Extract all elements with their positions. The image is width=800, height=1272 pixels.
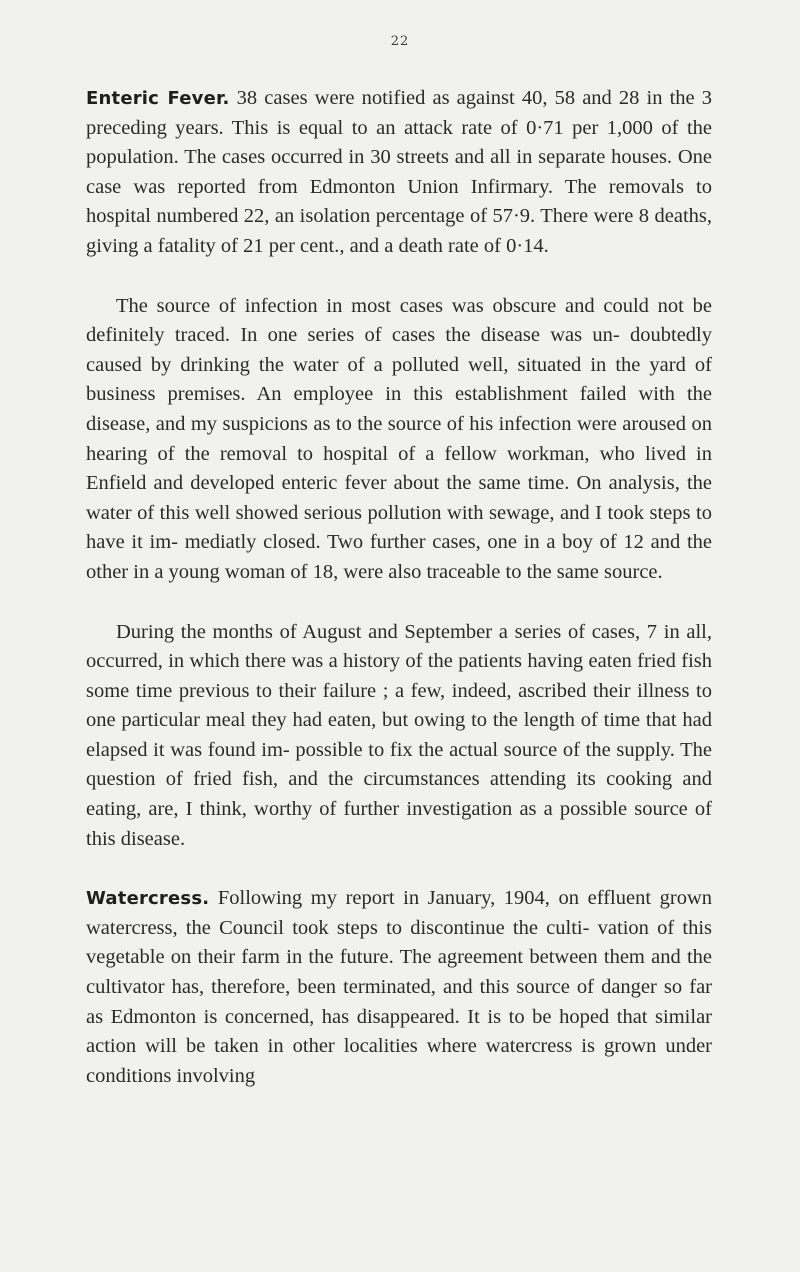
paragraph-watercress xyxy=(86,884,712,1091)
page-number: 22 xyxy=(390,34,410,49)
paragraph-enteric-fever xyxy=(86,84,712,262)
paragraph-text: Following my report in January, 1904, on effluent grown watercress, the Council took steps to discontinue the culti- vation of this vegetable on their farm in the future. The agreement between them and the cultivator has, therefore, been terminated, and this source of danger so far as Edmonton is concerned, has disappeared. It is to be hoped that similar action will be taken in other localities where watercress is grown under conditions involving xyxy=(86,887,712,1087)
report-body xyxy=(86,84,712,1091)
paragraph-text: During the months of August and September a series of cases, 7 in all, occurred, in which there was a history of the patients having eaten fried fish some time previous to their failure ; a few, indeed, ascribed their illness to one particular meal they had eaten, but owing to the length of time that had elapsed it was found im- possible to fix the actual source of the supply. The question of fried fish, and the circumstances attending its cooking and eating, are, I think, worthy of further investigation as a possible source of this disease. xyxy=(86,620,712,850)
section-heading-watercress: Watercress. xyxy=(86,888,210,910)
paragraph-text: The source of infection in most cases was obscure and could not be definitely traced. In one series of cases the disease was un- doubtedly caused by drinking the water of a polluted well, situated in the yard of business premises. An employee in this establishment failed with the disease, and my suspicions as to the source of his infection were aroused on hearing of the removal to hospital of a fellow workman, who lived in Enfield and developed enteric fever about the same time. On analysis, the water of this well showed serious pollution with sewage, and I took steps to have it im- mediatly closed. Two further cases, one in a boy of 12 and the other in a young woman of 18, were also traceable to the same source. xyxy=(86,294,712,583)
section-heading-enteric-fever: Enteric Fever. xyxy=(86,88,230,109)
paragraph-source-of-infection xyxy=(86,292,712,588)
paragraph-text: 38 cases were notified as against 40, 58 and 28 in the 3 preceding years. This is equal to an attack rate of 0·71 per 1,000 of the population. The cases occurred in 30 streets and all in separate houses. One case was reported from Edmonton Union Infirmary. The removals to hospital numbered 22, an isolation percentage of 57·9. There were 8 deaths, giving a fatality of 21 per cent., and a death rate of 0·14. xyxy=(86,87,712,257)
paragraph-fried-fish xyxy=(86,618,712,855)
